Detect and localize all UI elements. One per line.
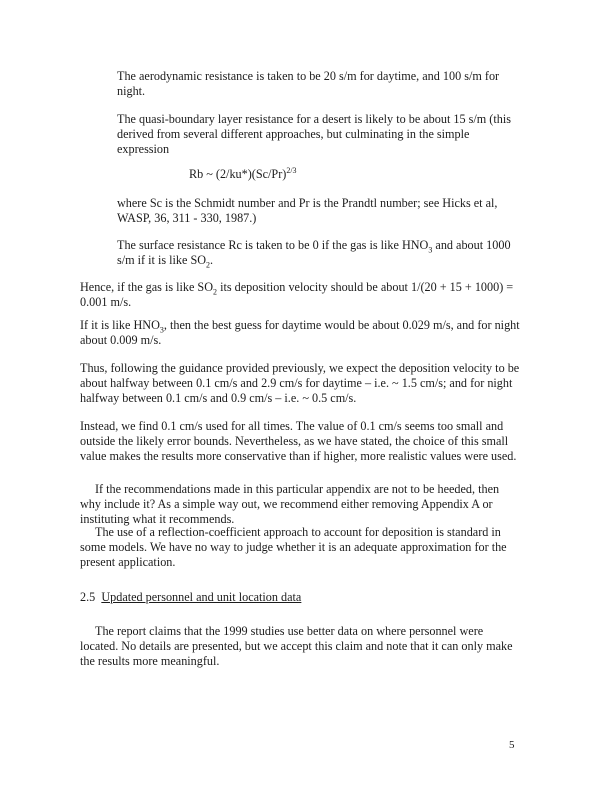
subscript: 2 <box>206 260 211 270</box>
paragraph-appendix-recommendation: If the recommendations made in this particular appendix are not to be heeded, then why include it? As a simple way out, we recommend either removing Appendix A or instituting what it recommends. <box>80 482 500 526</box>
subscript: 3 <box>159 325 164 335</box>
paragraph-hno3-guess <box>80 318 523 348</box>
subscript: 3 <box>428 245 433 255</box>
paragraph-guidance-expectation: Thus, following the guidance provided previously, we expect the deposition velocity to be about halfway between 0.1 cm/s and 2.9 cm/s for daytime – i.e. ~ 1.5 cm/s; and for night halfway between 0.1 cm/s and 0.9 cm/s – i.e. ~ 0.5 cm/s. <box>80 361 520 405</box>
section-number: 2.5 <box>80 590 96 604</box>
subscript: 2 <box>213 287 218 297</box>
equation-rb <box>189 167 297 182</box>
paragraph-schmidt-prandtl: where Sc is the Schmidt number and Pr is the Prandtl number; see Hicks et al, WASP, 36, 311 - 330, 1987.) <box>117 196 498 225</box>
paragraph-reflection-coefficient: The use of a reflection-coefficient approach to account for deposition is standard in some models. We have no way to judge whether it is an adequate approximation for the present application. <box>80 525 507 569</box>
text-run: and about 1000 s/m if it is like SO <box>117 238 511 267</box>
text-run: If it is like HNO <box>80 318 160 332</box>
paragraph-surface-resistance <box>117 238 523 268</box>
section-heading <box>80 590 301 605</box>
paragraph-instead-finding: Instead, we find 0.1 cm/s used for all times. The value of 0.1 cm/s seems too small and outside the likely error bounds. Nevertheless, as we have stated, the choice of this small value makes the results more conservative than if higher, more realistic values were used. <box>80 419 517 463</box>
paragraph-personnel-data: The report claims that the 1999 studies use better data on where personnel were located. No details are presented, but we accept this claim and note that it can only make the results more meaningful. <box>80 624 513 668</box>
paragraph-quasi-boundary-resistance: The quasi-boundary layer resistance for a desert is likely to be about 15 s/m (this derived from several different approaches, but culminating in the simple expression <box>117 112 511 156</box>
text-run: The surface resistance Rc is taken to be 0 if the gas is like HNO <box>117 238 429 252</box>
text-run: its deposition velocity should be about 1/(20 + 15 + 1000) = 0.001 m/s. <box>80 280 514 309</box>
text-run: . <box>210 253 214 267</box>
text-run: , then the best guess for daytime would be about 0.029 m/s, and for night about 0.009 m/s. <box>80 318 520 347</box>
section-title: Updated personnel and unit location data <box>101 590 302 604</box>
equation-exponent: 2/3 <box>286 165 297 175</box>
paragraph-so2-deposition <box>80 280 523 310</box>
page-number: 5 <box>509 739 515 751</box>
equation-body: Rb ~ (2/ku*)(Sc/Pr) <box>189 167 287 181</box>
paragraph-aerodynamic-resistance: The aerodynamic resistance is taken to be 20 s/m for daytime, and 100 s/m for night. <box>117 69 500 98</box>
text-run: Hence, if the gas is like SO <box>80 280 214 294</box>
